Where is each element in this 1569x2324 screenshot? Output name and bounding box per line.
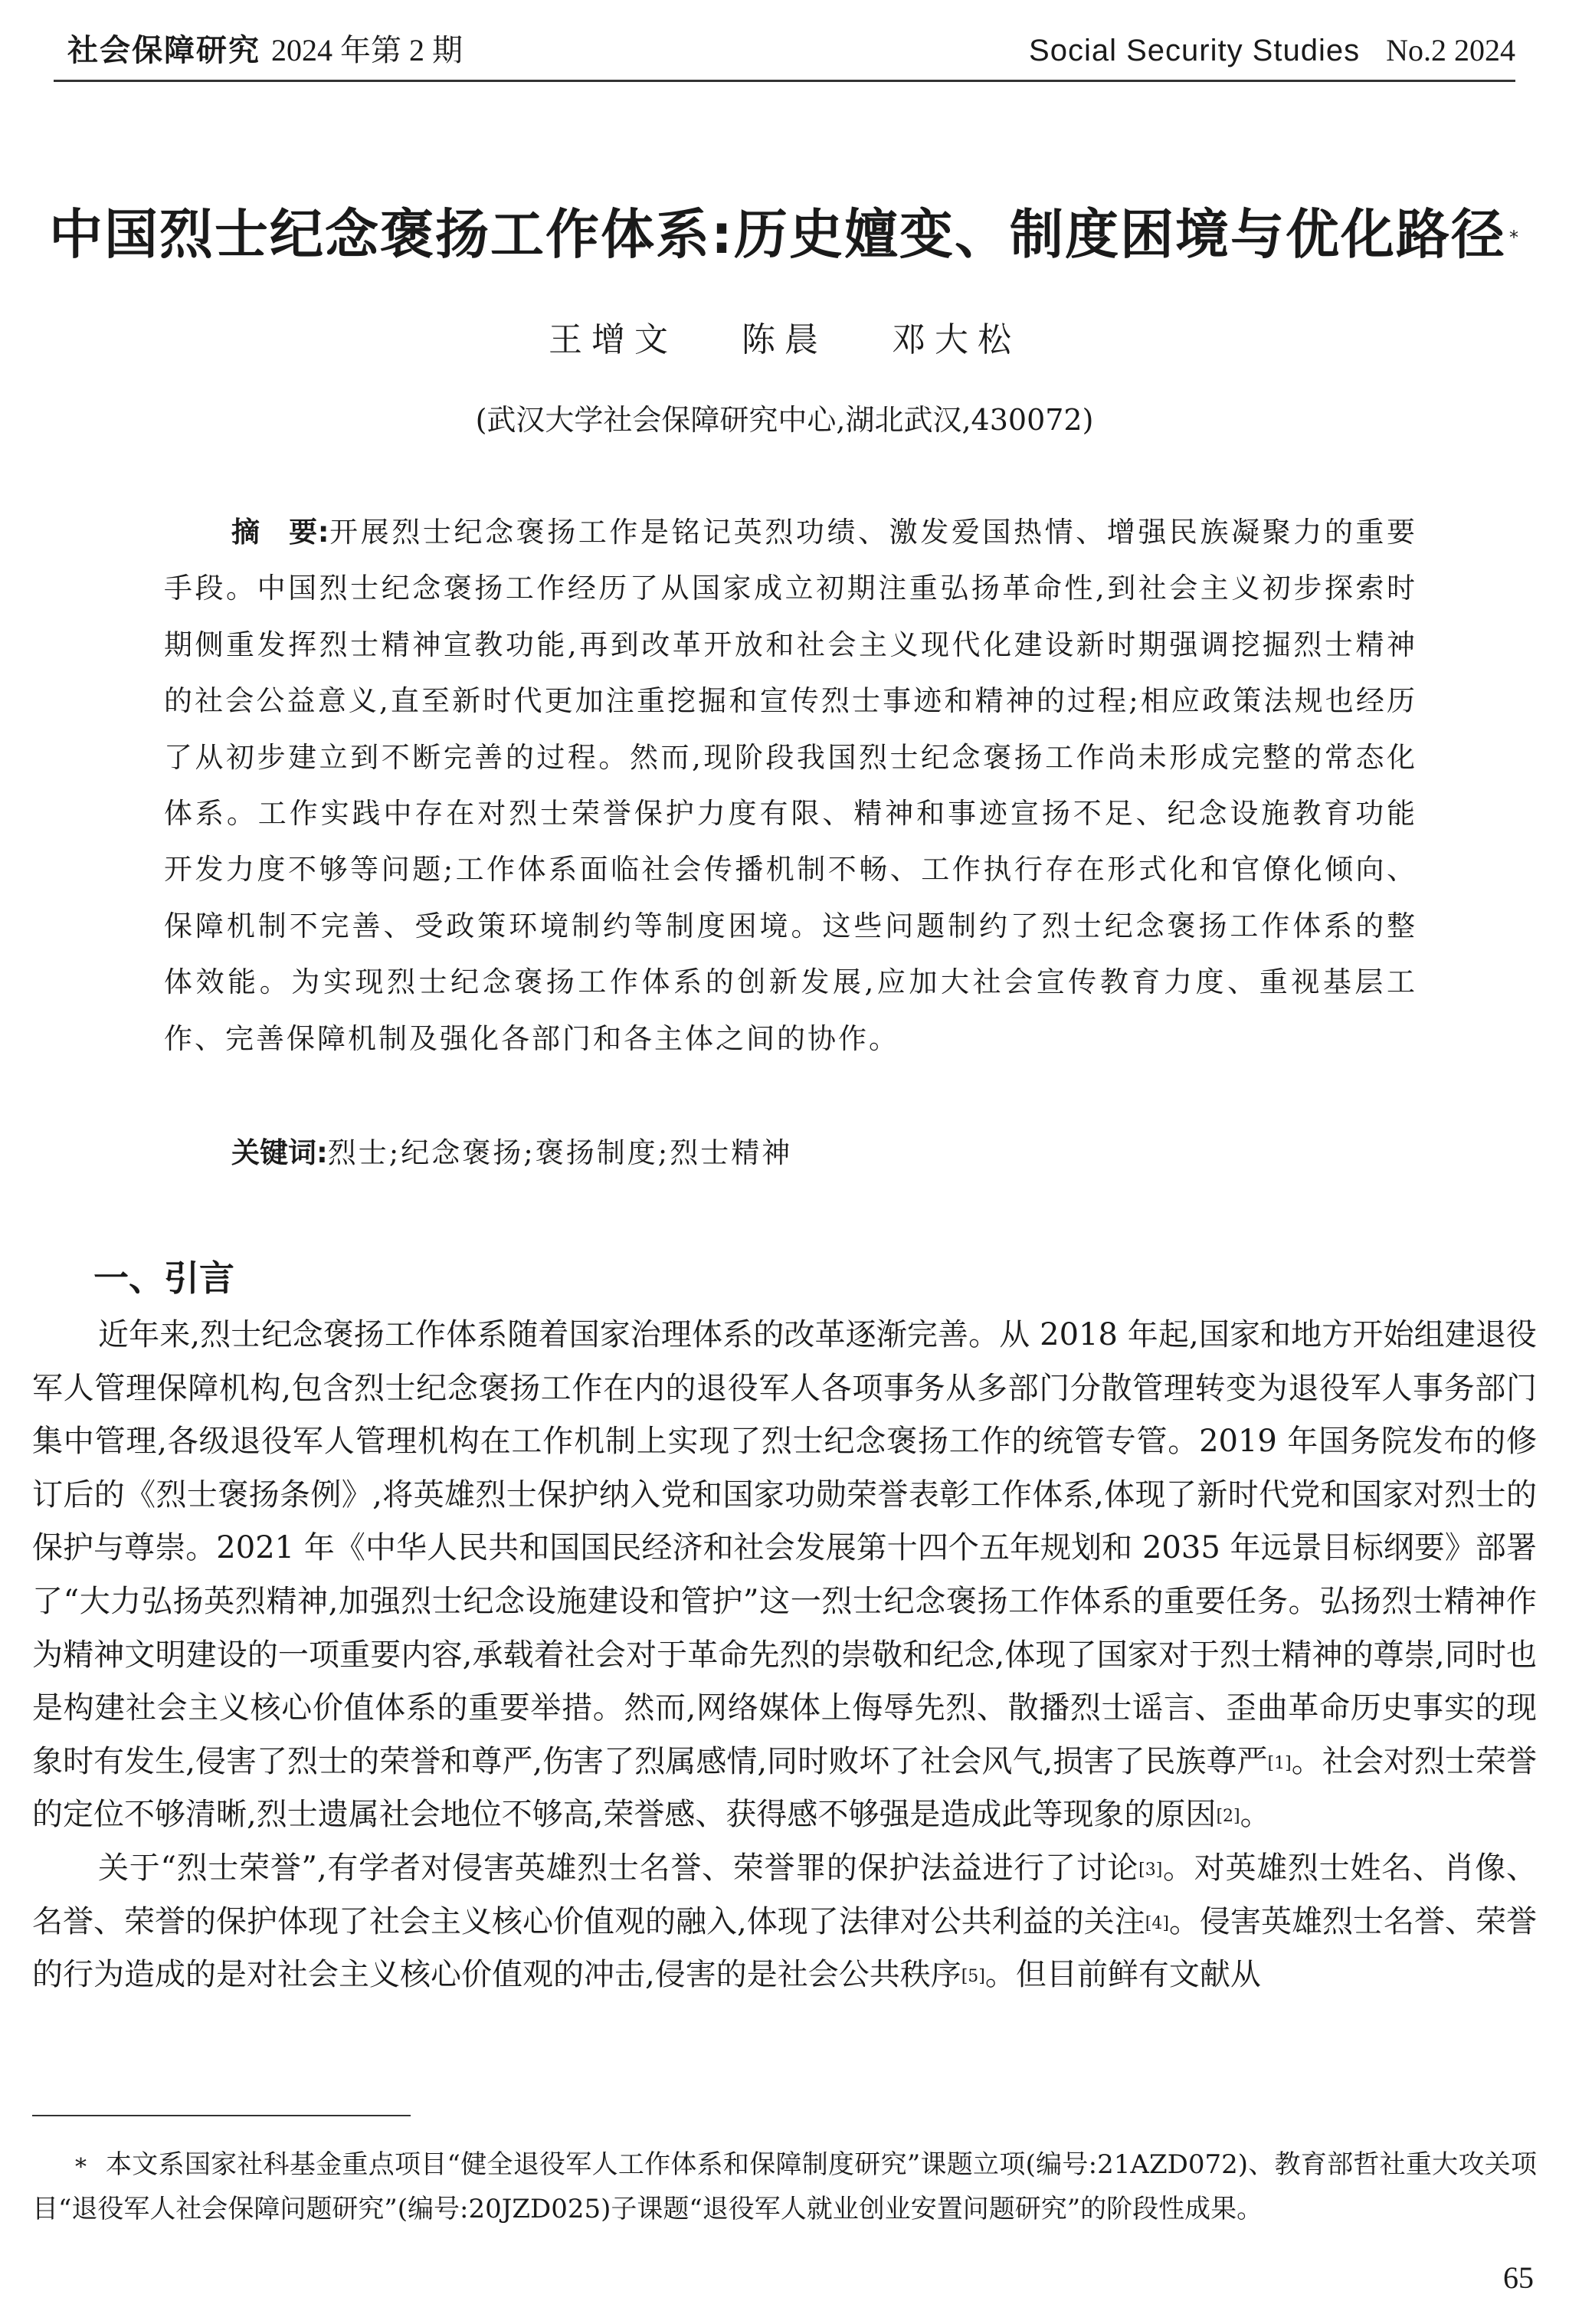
citation-ref: [1] bbox=[1267, 1753, 1292, 1773]
section-heading: 一、引言 bbox=[93, 1257, 234, 1299]
header-left bbox=[67, 28, 463, 74]
paragraph: 关于“烈士荣誉”,有学者对侵害英雄烈士名誉、荣誉罪的保护法益进行了讨论[3]。对英雄烈士姓名、肖像、名誉、荣誉的保护体现了社会主义核心价值观的融入,体现了法律对公共利益的关注[4]。侵害英雄烈士名誉、荣誉的行为造成的是对社会主义核心价值观的冲击,侵害的是社会公共秩序[5]。但目前鲜有文献从 bbox=[32, 1850, 1537, 1993]
footnote-text: 本文系国家社科基金重点项目“健全退役军人工作体系和保障制度研究”课题立项(编号:21AZD072)、教育部哲社重大攻关项目“退役军人社会保障问题研究”(编号:20JZD025)子课题“退役军人就业创业安置问题研究”的阶段性成果。 bbox=[32, 2149, 1537, 2224]
issue-label: 2024 年第 2 期 bbox=[271, 33, 463, 67]
running-header bbox=[67, 28, 1515, 74]
page-number: 65 bbox=[1503, 2260, 1534, 2295]
author-affiliation: (武汉大学社会保障研究中心,湖北武汉,430072) bbox=[475, 403, 1094, 437]
header-divider bbox=[54, 80, 1515, 82]
title-footnote-mark: * bbox=[1509, 227, 1520, 248]
author-name: 王增文 bbox=[549, 320, 677, 359]
citation-ref: [4] bbox=[1145, 1913, 1169, 1933]
paragraph: 近年来,烈士纪念褒扬工作体系随着国家治理体系的改革逐渐完善。从 2018 年起,国家和地方开始组建退役军人管理保障机构,包含烈士纪念褒扬工作在内的退役军人各项事务从多部门分散管理转变为退役军人事务部门集中管理,各级退役军人管理机构在工作机制上实现了烈士纪念褒扬工作的统管专管。2019 年国务院发布的修订后的《烈士褒扬条例》,将英雄烈士保护纳入党和国家功勋荣誉表彰工作体系,体现了新时代党和国家对烈士的保护与尊崇。2021 年《中华人民共和国国民经济和社会发展第十四个五年规划和 2035 年远景目标纲要》部署了“大力弘扬英烈精神,加强烈士纪念设施建设和管护”这一烈士纪念褒扬工作体系的重要任务。弘扬烈士精神作为精神文明建设的一项重要内容,承载着社会对于革命先烈的崇敬和纪念,体现了国家对于烈士精神的尊崇,同时也是构建社会主义核心价值体系的重要举措。然而,网络媒体上侮辱先烈、散播烈士谣言、歪曲革命历史事实的现象时有发生,侵害了烈士的荣誉和尊严,伤害了烈属感情,同时败坏了社会风气,损害了民族尊严[1]。社会对烈士荣誉的定位不够清晰,烈士遗属社会地位不够高,荣誉感、获得感不够强是造成此等现象的原因[2]。 bbox=[32, 1317, 1538, 1833]
abstract-label: 摘 要: bbox=[231, 516, 329, 549]
author-name: 邓大松 bbox=[892, 320, 1020, 359]
journal-name-en: Social Security Studies bbox=[1029, 34, 1361, 67]
keywords-label: 关键词: bbox=[231, 1136, 328, 1169]
keywords bbox=[231, 1130, 792, 1176]
article-title bbox=[0, 198, 1569, 271]
header-right bbox=[1029, 28, 1515, 74]
citation-ref: [2] bbox=[1216, 1807, 1240, 1827]
footnote-divider bbox=[32, 2115, 411, 2116]
footnote-mark: * bbox=[75, 2154, 87, 2181]
issue-label-en: No.2 2024 bbox=[1386, 33, 1515, 67]
title-text: 中国烈士纪念褒扬工作体系:历史嬗变、制度困境与优化路径 bbox=[49, 203, 1506, 266]
abstract bbox=[164, 504, 1417, 1067]
citation-ref: [5] bbox=[961, 1967, 985, 1987]
author-name: 陈晨 bbox=[742, 320, 827, 359]
keywords-text: 烈士;纪念褒扬;褒扬制度;烈士精神 bbox=[327, 1136, 793, 1169]
abstract-text: 开展烈士纪念褒扬工作是铭记英烈功绩、激发爱国热情、增强民族凝聚力的重要手段。中国烈士纪念褒扬工作经历了从国家成立初期注重弘扬革命性,到社会主义初步探索时期侧重发挥烈士精神宣教功能,再到改革开放和社会主义现代化建设新时期强调挖掘烈士精神的社会公益意义,直至新时代更加注重挖掘和宣传烈士事迹和精神的过程;相应政策法规也经历了从初步建立到不断完善的过程。然而,现阶段我国烈士纪念褒扬工作尚未形成完整的常态化体系。工作实践中存在对烈士荣誉保护力度有限、精神和事迹宣扬不足、纪念设施教育功能开发力度不够等问题;工作体系面临社会传播机制不畅、工作执行存在形式化和官僚化倾向、保障机制不完善、受政策环境制约等制度困境。这些问题制约了烈士纪念褒扬工作体系的整体效能。为实现烈士纪念褒扬工作体系的创新发展,应加大社会宣传教育力度、重视基层工作、完善保障机制及强化各部门和各主体之间的协作。 bbox=[164, 516, 1418, 1055]
author-list bbox=[0, 316, 1569, 365]
body-text bbox=[32, 1309, 1537, 2002]
footnote bbox=[32, 2142, 1537, 2231]
journal-name: 社会保障研究 bbox=[67, 33, 260, 68]
citation-ref: [3] bbox=[1138, 1860, 1163, 1880]
